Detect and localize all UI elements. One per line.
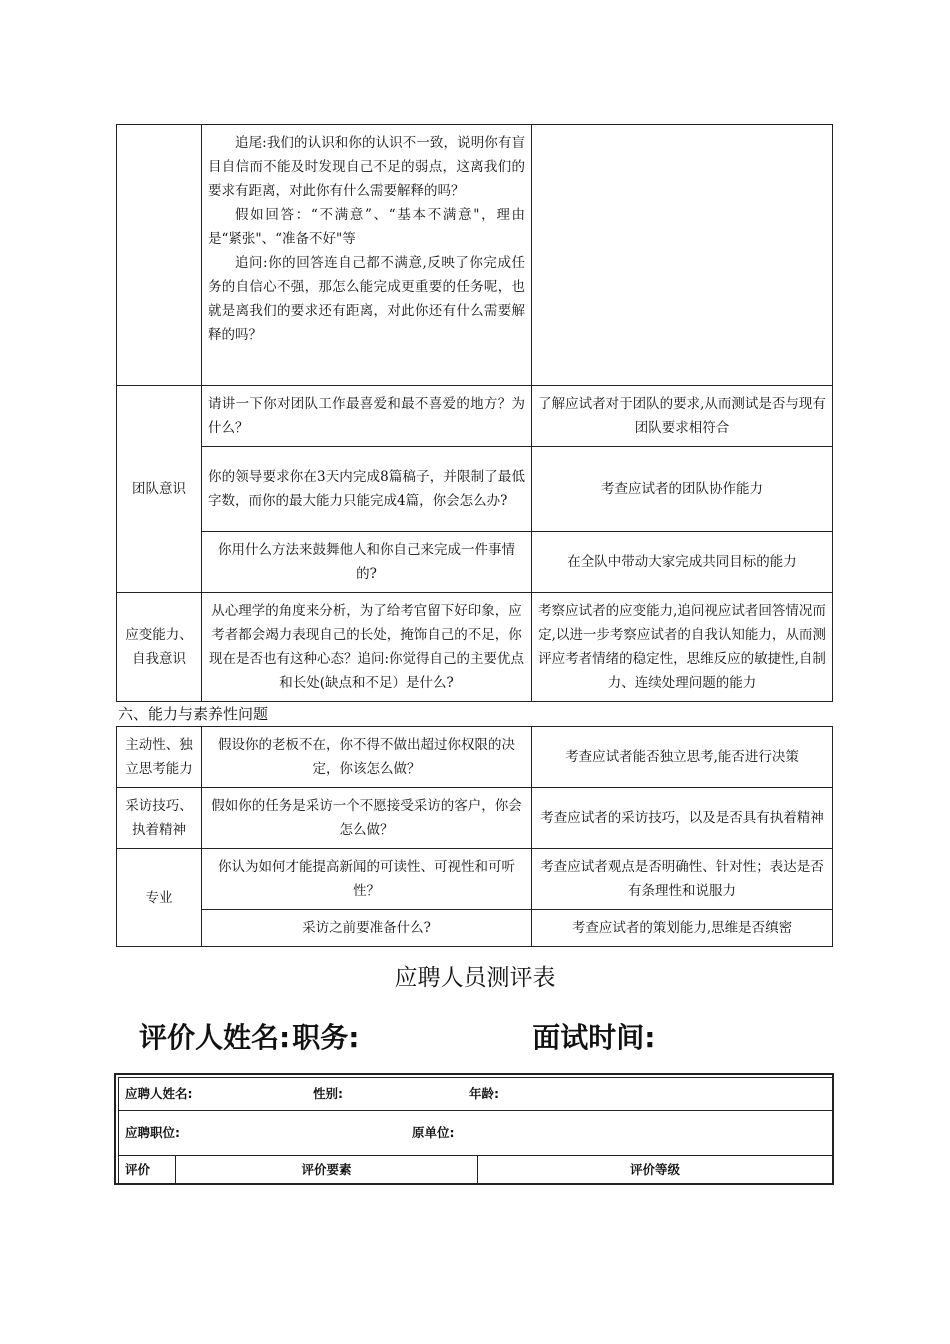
evaluator-line (139, 1018, 655, 1058)
eval-column-header: 评价 (119, 1156, 176, 1185)
form-title: 应聘人员测评表 (394, 965, 556, 991)
category-cell: 采访技巧、执着精神 (117, 788, 202, 849)
purpose-cell: 考查应试者观点是否明确性、针对性；表达是否有条理性和说服力 (532, 849, 833, 910)
question-line: 追尾:我们的认识和你的认识不一致，说明你有盲目自信而不能及时发现自己不足的弱点，这离我们的要求有距离，对此你有什么需要解释的吗？ (208, 135, 525, 199)
question-cell: 从心理学的角度来分析，为了给考官留下好印象，应考者都会竭力表现自己的长处，掩饰自己的不足，你现在是否也有这种心态？追问:你觉得自己的主要优点和长处(缺点和不足）是什么? (202, 593, 532, 702)
table-row (119, 1156, 833, 1185)
applied-position-cell (119, 1111, 833, 1156)
purpose-cell: 考查应试者的采访技巧，以及是否具有执着精神 (532, 788, 833, 849)
grade-column-header: 评价等级 (478, 1156, 833, 1185)
evaluator-label: 评价人姓名: (139, 1021, 291, 1054)
purpose-cell: 考察应试者的应变能力,追问视应试者回答情况而定,以进一步考察应试者的自我认知能力，从而测评应考者情绪的稳定性，思维反应的敏捷性,自制力、连续处理问题的能力 (532, 593, 833, 702)
table-row (117, 532, 833, 593)
question-line: 追问:你的回答连自己都不满意,反映了你完成任务的自信心不强，那怎么能完成更重要的任务呢，也就是离我们的要求还有距离，对此你还有什么需要解释的吗？ (208, 255, 525, 343)
age-label: 年龄: (469, 1086, 499, 1101)
evaluation-form-table (118, 1077, 833, 1185)
interview-time-label: 面试时间: (532, 1021, 656, 1054)
table-row (117, 593, 833, 702)
table-row (117, 788, 833, 849)
elements-column-header: 评价要素 (176, 1156, 478, 1185)
question-line: 假如回答：“不满意”、“基本不满意"，理由是“紧张"、“准备不好"等 (208, 207, 525, 247)
question-cell: 请讲一下你对团队工作最喜爱和最不喜爱的地方？为什么？ (202, 386, 532, 447)
applicant-info-cell (119, 1078, 833, 1111)
table-row (119, 1111, 833, 1156)
purpose-cell: 考查应试者能否独立思考,能否进行决策 (532, 727, 833, 788)
category-cell: 团队意识 (117, 386, 202, 593)
category-cell: 应变能力、自我意识 (117, 593, 202, 702)
question-cell: 你的领导要求你在3天内完成8篇稿子，并限制了最低字数，而你的最大能力只能完成4篇，你会怎么办? (202, 447, 532, 532)
gender-label: 性别: (313, 1086, 343, 1101)
purpose-cell: 了解应试者对于团队的要求,从而测试是否与现有团队要求相符合 (532, 386, 833, 447)
original-unit-label: 原单位: (412, 1125, 455, 1140)
position-label: 职务: (292, 1021, 360, 1054)
purpose-cell: 考查应试者的策划能力,思维是否缜密 (532, 910, 833, 947)
category-cell (117, 125, 202, 386)
purpose-cell: 在全队中带动大家完成共同目标的能力 (532, 532, 833, 593)
table-row (117, 447, 833, 532)
purpose-cell: 考查应试者的团队协作能力 (532, 447, 833, 532)
category-cell: 主动性、独立思考能力 (117, 727, 202, 788)
table-row (117, 386, 833, 447)
applied-position-label: 应聘职位: (125, 1125, 180, 1140)
table-row (117, 849, 833, 910)
purpose-cell (532, 125, 833, 386)
table-row (117, 727, 833, 788)
evaluation-form-frame (114, 1073, 834, 1185)
category-cell: 专业 (117, 849, 202, 947)
question-cell: 采访之前要准备什么? (202, 910, 532, 947)
table-row (117, 910, 833, 947)
section-heading: 六、能力与素养性问题 (118, 705, 269, 723)
question-cell: 你认为如何才能提高新闻的可读性、可视性和可听性？ (202, 849, 532, 910)
interview-table-1 (116, 124, 833, 702)
question-cell (202, 125, 532, 386)
applicant-name-label: 应聘人姓名: (125, 1086, 193, 1101)
interview-table-2 (116, 726, 833, 947)
question-cell: 你用什么方法来鼓舞他人和你自己来完成一件事情的? (202, 532, 532, 593)
question-cell: 假设你的老板不在，你不得不做出超过你权限的决定，你该怎么做？ (202, 727, 532, 788)
table-row (119, 1078, 833, 1111)
question-cell: 假如你的任务是采访一个不愿接受采访的客户，你会怎么做？ (202, 788, 532, 849)
table-row (117, 125, 833, 386)
